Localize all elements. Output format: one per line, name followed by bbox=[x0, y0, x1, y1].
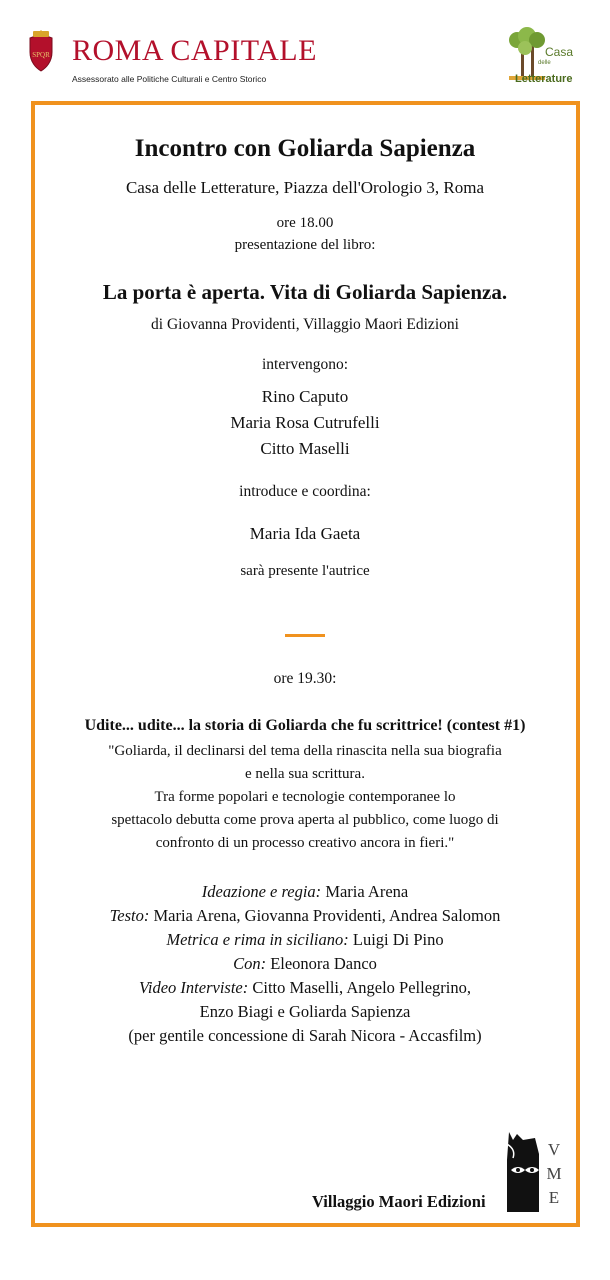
villaggio-maori-cat-icon bbox=[505, 1130, 541, 1214]
casa-logo-line-3: Letterature bbox=[515, 73, 573, 85]
credit-role: Testo: bbox=[109, 906, 150, 925]
speaker-3: Citto Maselli bbox=[260, 439, 350, 458]
credit-role: Con: bbox=[233, 954, 267, 973]
credit-names: Eleonora Danco bbox=[270, 954, 377, 973]
moderator-name: Maria Ida Gaeta bbox=[249, 524, 361, 543]
speaker-2: Maria Rosa Cutrufelli bbox=[230, 413, 380, 432]
event-time-2: ore 19.30: bbox=[273, 670, 337, 687]
section-divider bbox=[285, 634, 325, 637]
quote-line-4: spettacolo debutta come prova aperta al pubblico, come luogo di bbox=[111, 812, 499, 828]
credit-line-4 bbox=[0, 954, 610, 974]
credit-line-3 bbox=[0, 930, 610, 950]
event-title: Incontro con Goliarda Sapienza bbox=[134, 135, 476, 162]
credit-names: Citto Maselli, Angelo Pellegrino, bbox=[252, 978, 471, 997]
vme-letter-v: V bbox=[547, 1140, 561, 1159]
event-venue: Casa delle Letterature, Piazza dell'Orologio 3, Roma bbox=[125, 178, 485, 197]
book-author: di Giovanna Providenti, Villaggio Maori Edizioni bbox=[151, 316, 459, 333]
roma-shield-icon bbox=[24, 30, 58, 72]
event-time-1: ore 18.00 bbox=[276, 215, 334, 231]
credit-role: Metrica e rima in siciliano: bbox=[166, 930, 349, 949]
credit-names: Enzo Biagi e Goliarda Sapienza bbox=[199, 1002, 411, 1021]
vme-letter-m: M bbox=[546, 1164, 562, 1183]
credit-names: Luigi Di Pino bbox=[352, 930, 444, 949]
publisher-name: Villaggio Maori Edizioni bbox=[312, 1192, 486, 1211]
quote-line-5: confronto di un processo creativo ancora in fieri." bbox=[155, 835, 455, 851]
book-title: La porta è aperta. Vita di Goliarda Sapienza. bbox=[102, 280, 508, 304]
vme-letter-e: E bbox=[548, 1188, 560, 1207]
contest-title: Udite... udite... la storia di Goliarda che fu scrittrice! (contest #1) bbox=[84, 717, 526, 734]
roma-capitale-title: ROMA CAPITALE bbox=[72, 34, 317, 67]
casa-logo-line-2: delle bbox=[538, 60, 551, 66]
credit-names: Maria Arena bbox=[325, 882, 409, 901]
author-note: sarà presente l'autrice bbox=[240, 563, 370, 579]
casa-logo-line-1: Casa bbox=[545, 45, 574, 59]
credit-line-5 bbox=[0, 978, 610, 998]
vme-letters bbox=[545, 1138, 563, 1210]
credit-role: Video Interviste: bbox=[139, 978, 249, 997]
speakers-label: intervengono: bbox=[261, 356, 349, 373]
svg-text:SPQR: SPQR bbox=[32, 51, 50, 59]
credit-line-2 bbox=[0, 906, 610, 926]
quote-line-3: Tra forme popolari e tecnologie contemporanee lo bbox=[154, 789, 456, 805]
quote-line-1: "Goliarda, il declinarsi del tema della rinascita nella sua biografia bbox=[108, 743, 502, 759]
presentation-label: presentazione del libro: bbox=[234, 237, 376, 253]
credit-role: Ideazione e regia: bbox=[201, 882, 322, 901]
moderator-label: introduce e coordina: bbox=[239, 483, 371, 500]
quote-line-2: e nella sua scrittura. bbox=[245, 766, 365, 782]
credit-names: Maria Arena, Giovanna Providenti, Andrea Salomon bbox=[153, 906, 501, 925]
speaker-1: Rino Caputo bbox=[261, 387, 349, 406]
credit-line-7 bbox=[0, 1026, 610, 1046]
credit-line-1 bbox=[0, 882, 610, 902]
roma-capitale-subtitle: Assessorato alle Politiche Culturali e Centro Storico bbox=[72, 74, 267, 84]
credit-line-6 bbox=[0, 1002, 610, 1022]
page-header bbox=[0, 0, 610, 100]
credit-names: (per gentile concessione di Sarah Nicora - Accasfilm) bbox=[128, 1026, 482, 1045]
orange-frame bbox=[31, 101, 580, 1227]
